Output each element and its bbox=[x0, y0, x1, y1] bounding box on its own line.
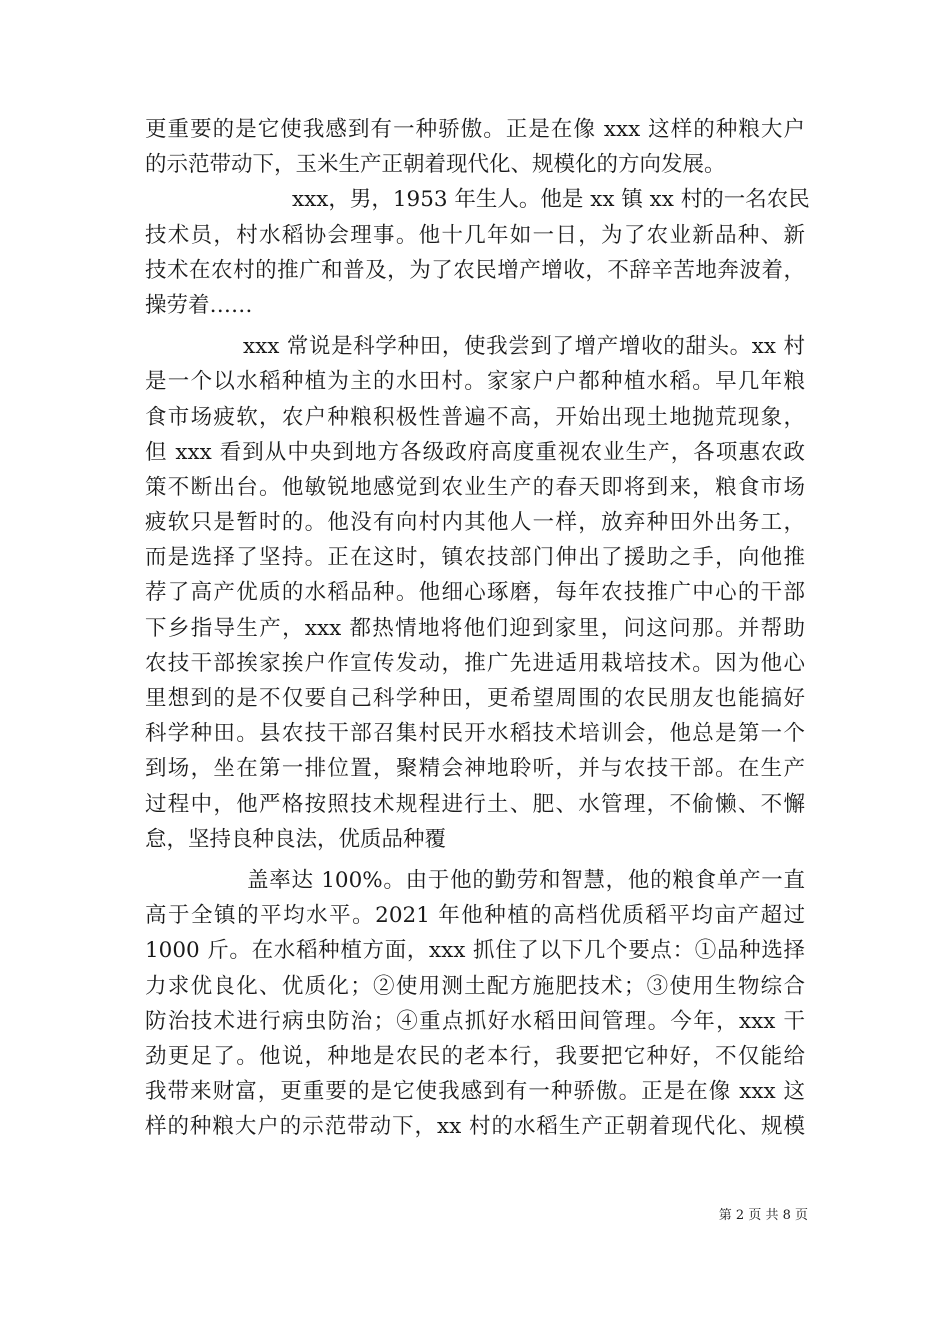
paragraph bbox=[145, 112, 805, 182]
text-line: 高于全镇的平均水平。2021 年他种植的高档优质稻平均亩产超过 bbox=[145, 903, 805, 929]
text-line: 我带来财富，更重要的是它使我感到有一种骄傲。正是在像 xxx 这 bbox=[145, 1079, 805, 1105]
paragraph bbox=[145, 863, 805, 1145]
text-line: 样的种粮大户的示范带动下，xx 村的水稻生产正朝着现代化、规模 bbox=[145, 1114, 805, 1140]
text-line: 但 xxx 看到从中央到地方各级政府高度重视农业生产，各项惠农政 bbox=[145, 439, 805, 465]
text-line: 的示范带动下，玉米生产正朝着现代化、规模化的方向发展。 bbox=[145, 152, 726, 178]
text-line: 里想到的是不仅要自己科学种田，更希望周围的农民朋友也能搞好 bbox=[145, 686, 805, 711]
text-line: 怠，坚持良种良法，优质品种覆 bbox=[145, 826, 447, 852]
text-line: 劲更足了。他说，种地是农民的老本行，我要把它种好，不仅能给 bbox=[145, 1043, 805, 1069]
text-line: 策不断出台。他敏锐地感觉到农业生产的春天即将到来，粮食市场 bbox=[145, 474, 805, 500]
text-line: 1000 斤。在水稻种植方面，xxx 抓住了以下几个要点：①品种选择 bbox=[145, 938, 805, 964]
text-line: 防治技术进行病虫防治；④重点抓好水稻田间管理。今年，xxx 干 bbox=[145, 1008, 805, 1034]
text-line: 技术在农村的推广和普及，为了农民增产增收，不辞辛苦地奔波着， bbox=[145, 257, 805, 283]
text-line: xxx，男，1953 年生人。他是 xx 镇 xx 村的一名农民 bbox=[292, 187, 810, 213]
text-line: 到场，坐在第一排位置，聚精会神地聆听，并与农技干部。在生产 bbox=[145, 756, 805, 782]
paragraph bbox=[145, 182, 810, 323]
text-line: 食市场疲软，农户种粮积极性普遍不高，开始出现土地抛荒现象， bbox=[145, 404, 805, 430]
text-line: 荐了高产优质的水稻品种。他细心琢磨，每年农技推广中心的干部 bbox=[145, 580, 805, 606]
text-line: 农技干部挨家挨户作宣传发动，推广先进适用栽培技术。因为他心 bbox=[145, 650, 805, 676]
text-line: 是一个以水稻种植为主的水田村。家家户户都种植水稻。早几年粮 bbox=[145, 369, 805, 395]
text-line: 下乡指导生产，xxx 都热情地将他们迎到家里，问这问那。并帮助 bbox=[145, 615, 805, 641]
paragraph bbox=[145, 329, 805, 857]
text-line: 力求优良化、优质化；②使用测土配方施肥技术；③使用生物综合 bbox=[145, 973, 805, 999]
text-line: 操劳着…… bbox=[145, 292, 253, 318]
document-body bbox=[145, 112, 810, 1144]
text-line: 技术员，村水稻协会理事。他十几年如一日，为了农业新品种、新 bbox=[145, 222, 805, 248]
text-line: 过程中，他严格按照技术规程进行土、肥、水管理，不偷懒、不懈 bbox=[145, 791, 805, 817]
text-line: 更重要的是它使我感到有一种骄傲。正是在像 xxx 这样的种粮大户 bbox=[145, 117, 805, 142]
text-line: 而是选择了坚持。正在这时，镇农技部门伸出了援助之手，向他推 bbox=[145, 545, 805, 571]
text-line: 盖率达 100%。由于他的勤劳和智慧，他的粮食单产一直 bbox=[247, 867, 805, 893]
text-line: xxx 常说是科学种田，使我尝到了增产增收的甜头。xx 村 bbox=[243, 334, 805, 360]
page-number: 第 2 页 共 8 页 bbox=[718, 1208, 808, 1223]
text-line: 疲软只是暂时的。他没有向村内其他人一样，放弃种田外出务工， bbox=[145, 510, 805, 536]
text-line: 科学种田。县农技干部召集村民开水稻技术培训会，他总是第一个 bbox=[145, 721, 805, 747]
